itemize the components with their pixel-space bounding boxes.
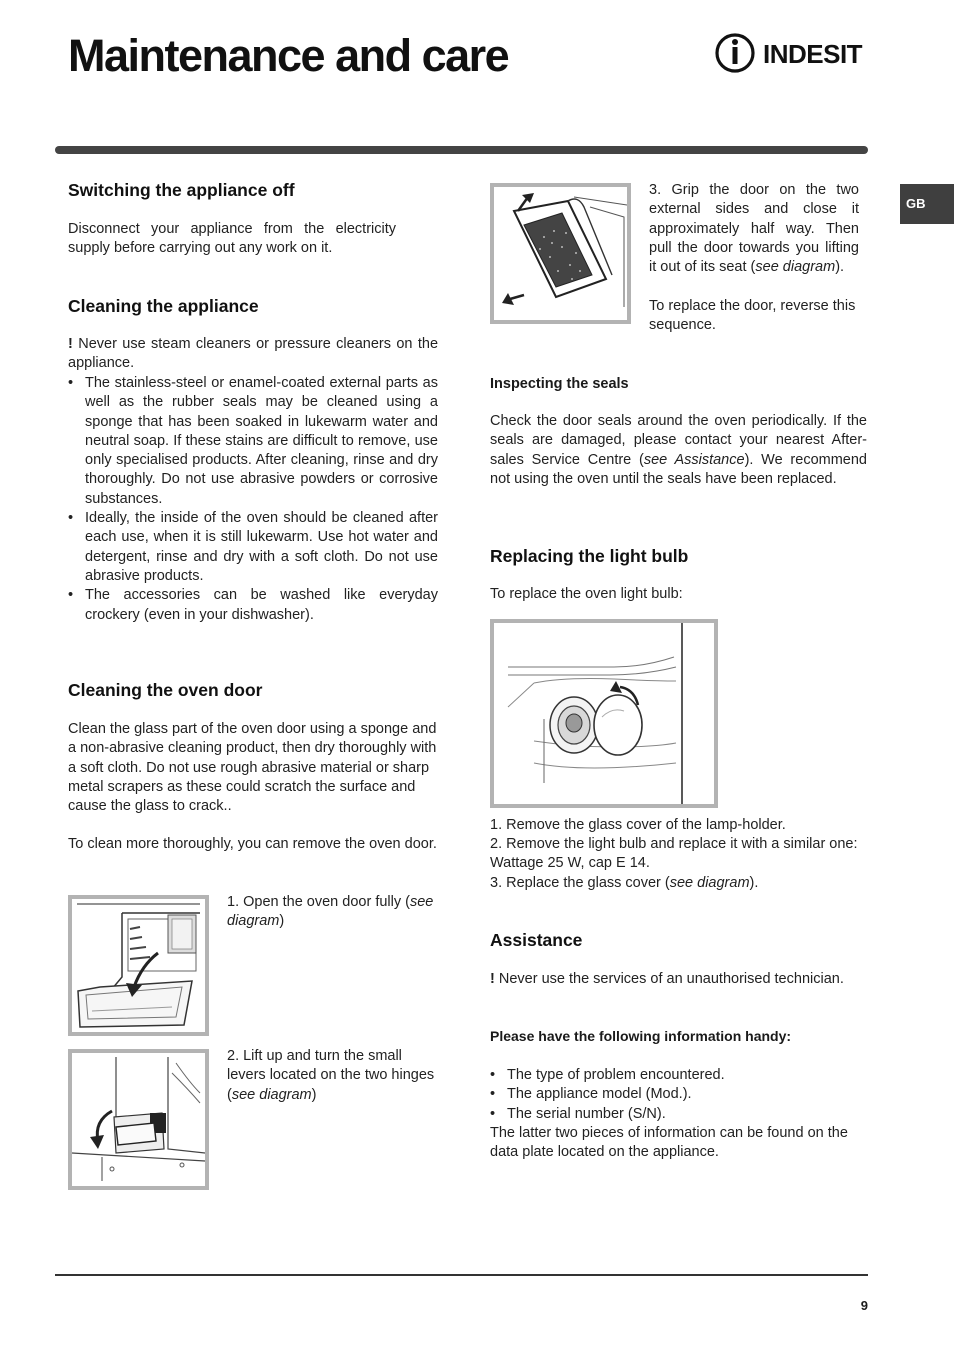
language-tab: GB [900,184,954,224]
door-text: Clean the glass part of the oven door using a sponge and a non-abrasive cleaning product, then dry thoroughly with a soft cloth. Do not use rough abrasive material or sharp metal scrapers as these could scratch the surface and cause the glass to crack.. [68,721,437,815]
list-item: • The appliance model (Mod.). [490,1085,867,1104]
cleaning-bullets [68,374,438,625]
warning-mark: ! [68,336,73,352]
heading-assistance: Assistance [490,930,583,950]
list-item: • Ideally, the inside of the oven should be cleaned after each use, when it is still lukewarm. Use hot water and detergent, rinse and dry with a soft cloth. Do not use abrasive products. [68,509,438,586]
list-item: • The accessories can be washed like everyday crockery (even in your dishwasher). [68,586,438,625]
heading-inspecting-seals: Inspecting the seals [490,376,629,392]
step-hinge-levers: 2. Lift up and turn the small levers located on the two hinges (see diagram) [227,1048,435,1103]
list-item: • The type of problem encountered. [490,1066,867,1085]
list-item: • The serial number (S/N). [490,1105,867,1124]
step-remove-door: 3. Grip the door on the two external sides and close it approximately half way. Then pull the door towards you lifting it out of its seat (see diagram). [649,182,859,276]
door-remove-text: To clean more thoroughly, you can remove the oven door. [68,836,437,852]
page-number: 9 [860,1298,868,1313]
warning-mark: ! [490,971,495,987]
figure-remove-door [490,183,631,324]
switching-off-text: Disconnect your appliance from the electricity supply before carrying out any work on it. [68,221,396,257]
seals-text: Check the door seals around the oven periodically. If the seals are damaged, please contact your nearest After-sales Service Centre (see Assistance). We recommend not using the oven until the seals have been replaced. [490,413,867,487]
list-item: • The stainless-steel or enamel-coated external parts as well as the rubber seals may be cleaned using a sponge that has been soaked in lukewarm water and neutral soap. If these stains are difficult to remove, use only specialised products. After cleaning, rinse and dry thoroughly. Do not use abrasive powders or corrosive substances. [68,374,438,509]
assistance-bullets [490,1066,867,1124]
data-plate-text: The latter two pieces of information can be found on the data plate located on the appliance. [490,1125,848,1161]
assistance-warning: ! Never use the services of an unauthorised technician. [490,971,844,987]
cleaning-warning [68,335,438,374]
step-open-door: 1. Open the oven door fully (see diagram) [227,894,434,930]
figure-open-door [68,895,209,1036]
indesit-logo [713,30,873,78]
bulb-intro: To replace the oven light bulb: [490,586,683,602]
heading-switching-off: Switching the appliance off [68,180,295,200]
heading-cleaning-appliance: Cleaning the appliance [68,296,259,316]
footer-rule [55,1274,868,1276]
brand-name: INDESIT [763,39,863,69]
page-title: Maintenance and care [68,30,509,81]
figure-hinge-levers [68,1049,209,1190]
bulb-step-1: 1. Remove the glass cover of the lamp-holder. [490,817,786,833]
info-handy-heading: Please have the following information handy: [490,1028,792,1044]
figure-light-bulb [490,619,718,808]
heading-replacing-bulb: Replacing the light bulb [490,546,689,566]
bulb-step-3: 3. Replace the glass cover (see diagram). [490,875,759,891]
bulb-step-2: 2. Remove the light bulb and replace it with a similar one: Wattage 25 W, cap E 14. [490,836,858,872]
header-rule [55,146,868,154]
heading-cleaning-door: Cleaning the oven door [68,680,263,700]
cleaning-warning-text: Never use steam cleaners or pressure cleaners on the appliance. [68,336,439,372]
replace-door-text: To replace the door, reverse this sequence. [649,298,856,334]
